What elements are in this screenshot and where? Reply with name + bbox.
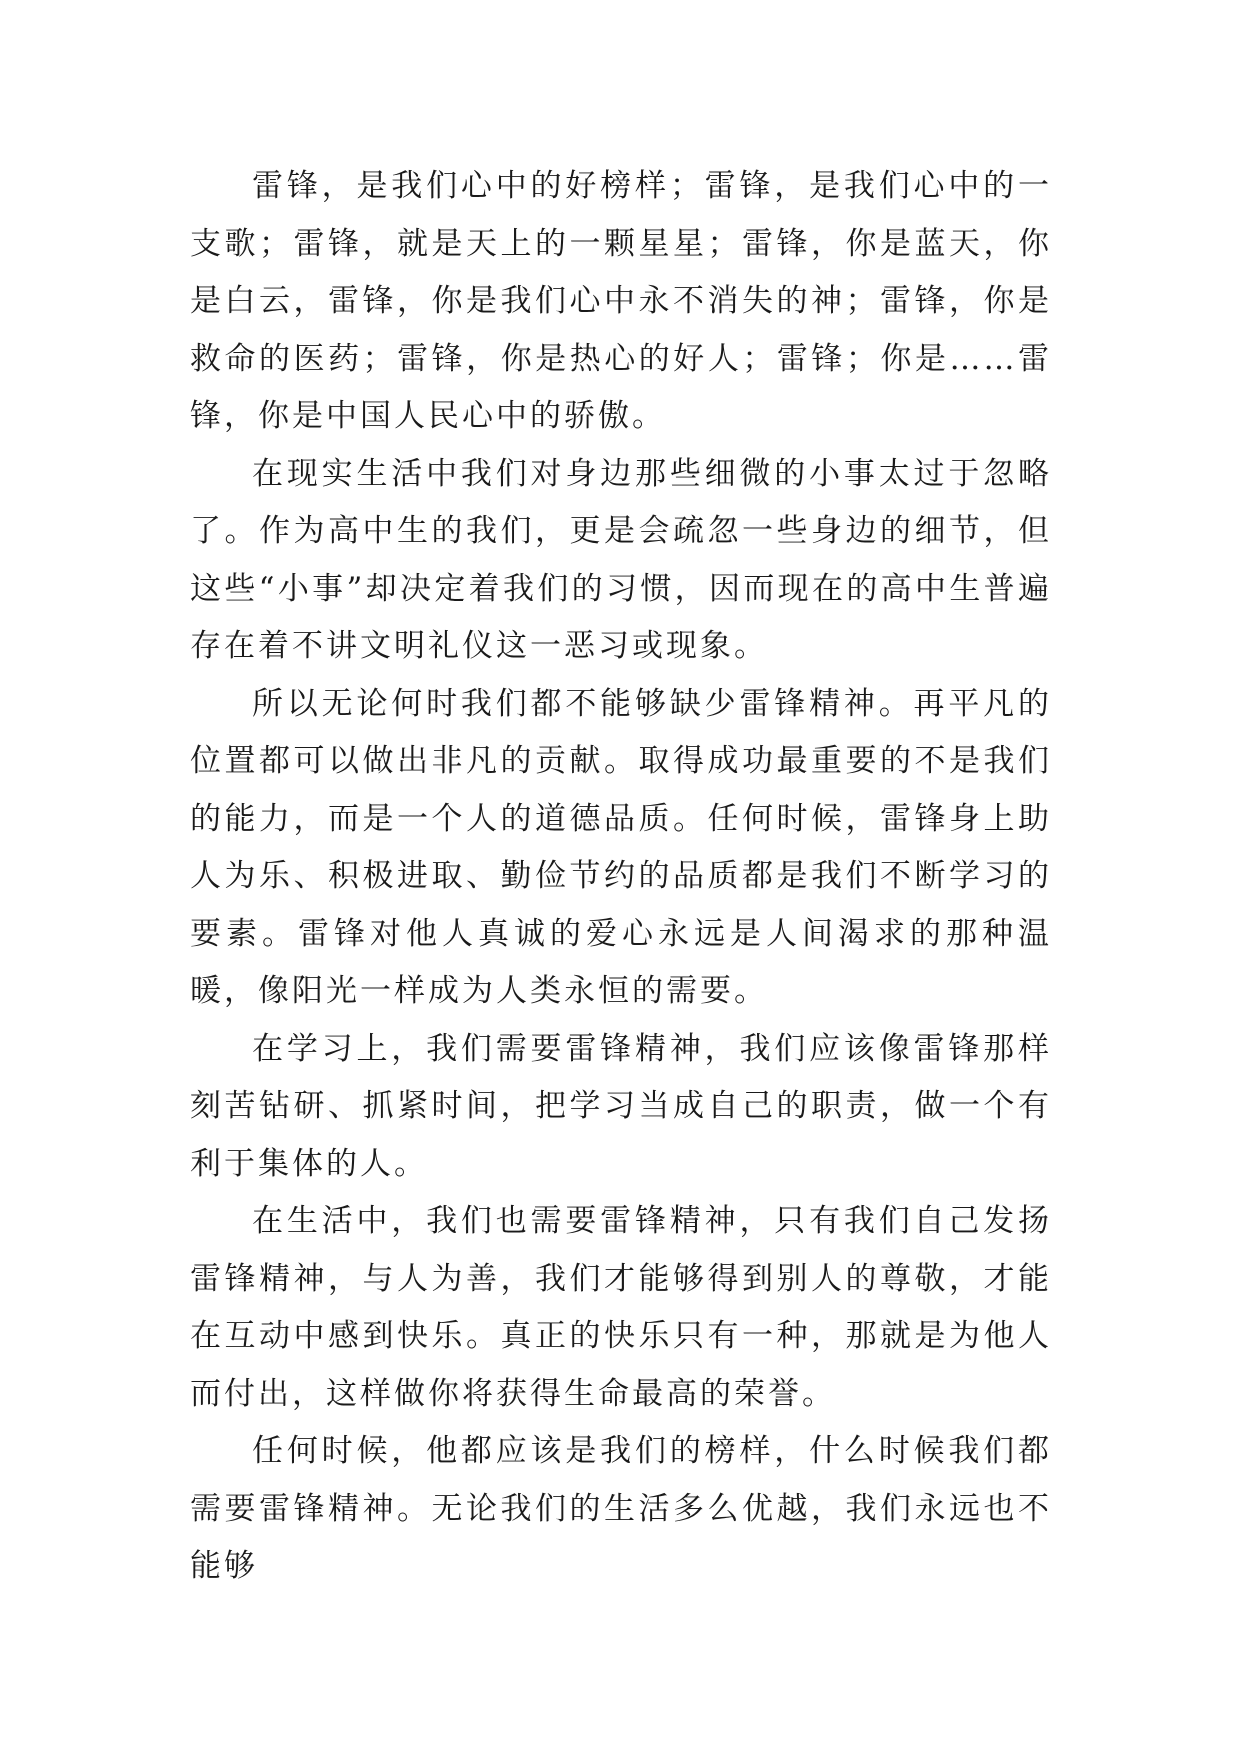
paragraph-4: 在学习上，我们需要雷锋精神，我们应该像雷锋那样刻苦钻研、抓紧时间，把学习当成自己的职责，做一个有利于集体的人。 <box>190 1030 1052 1182</box>
paragraph-3: 所以无论何时我们都不能够缺少雷锋精神。再平凡的位置都可以做出非凡的贡献。取得成功最重要的不是我们的能力，而是一个人的道德品质。任何时候，雷锋身上助人为乐、积极进取、勤俭节约的品质都是我们不断学习的要素。雷锋对他人真诚的爱心永远是人间渴求的那种温暖，像阳光一样成为人类永恒的需要。 <box>190 685 1052 1009</box>
paragraph-5: 在生活中，我们也需要雷锋精神，只有我们自己发扬雷锋精神，与人为善，我们才能够得到别人的尊敬，才能在互动中感到快乐。真正的快乐只有一种，那就是为他人而付出，这样做你将获得生命最高的荣誉。 <box>190 1203 1052 1412</box>
paragraph-2: 在现实生活中我们对身边那些细微的小事太过于忽略了。作为高中生的我们，更是会疏忽一些身边的细节，但这些“小事”却决定着我们的习惯，因而现在的高中生普遍存在着不讲文明礼仪这一恶习或现象。 <box>190 455 1052 664</box>
paragraph-1: 雷锋，是我们心中的好榜样；雷锋，是我们心中的一支歌；雷锋，就是天上的一颗星星；雷锋，你是蓝天，你是白云，雷锋，你是我们心中永不消失的神；雷锋，你是救命的医药；雷锋，你是热心的好人；雷锋；你是……雷锋，你是中国人民心中的骄傲。 <box>190 168 1052 434</box>
paragraph-6: 任何时候，他都应该是我们的榜样，什么时候我们都需要雷锋精神。无论我们的生活多么优越，我们永远也不能够 <box>190 1433 1052 1584</box>
document-body <box>190 158 1052 1596</box>
